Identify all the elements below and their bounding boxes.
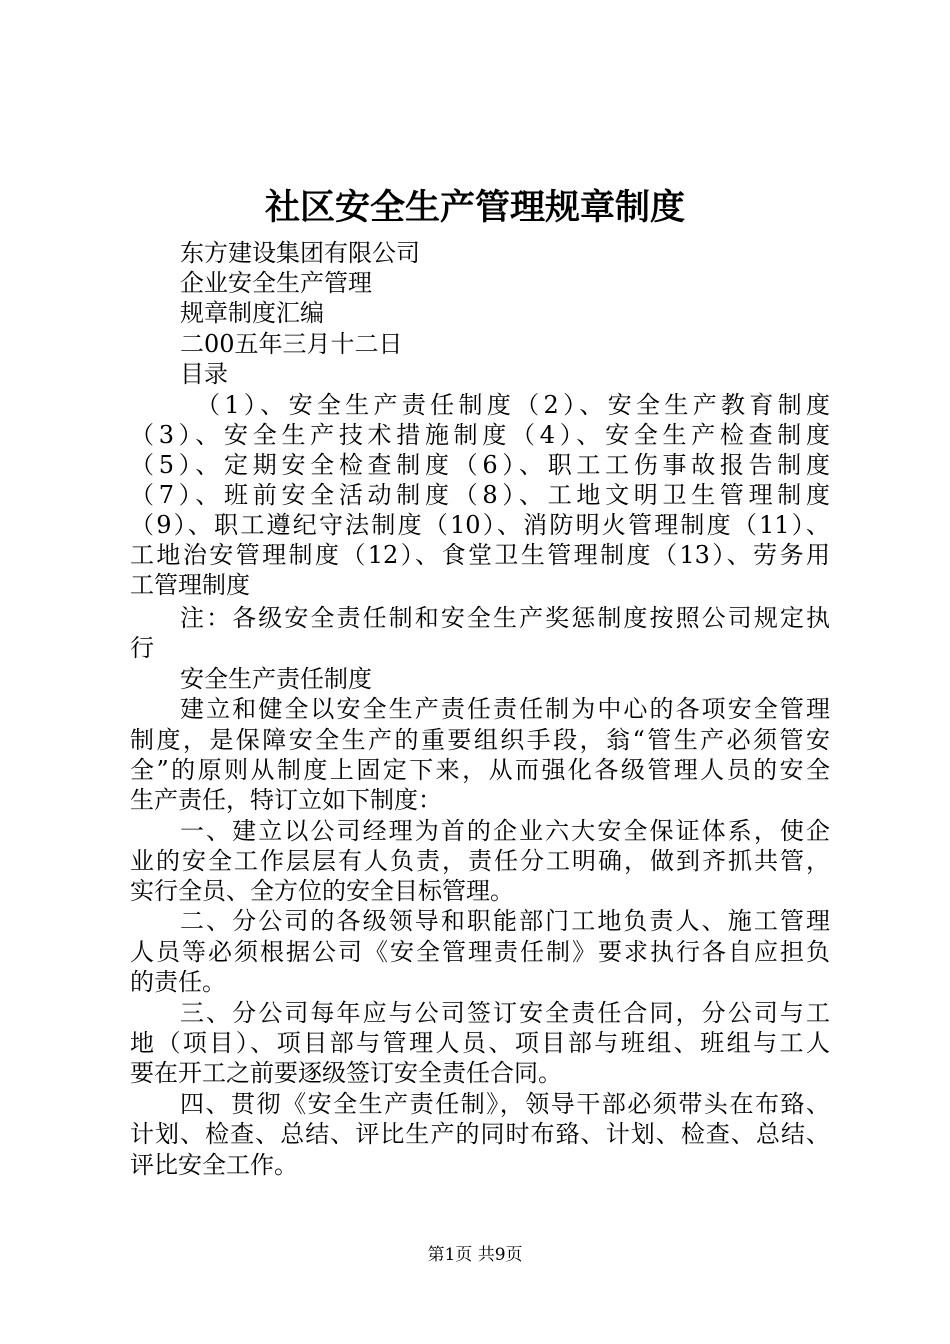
paragraph-line: 评比安全工作。 — [130, 1151, 298, 1179]
paragraph-line: 生产责任，特订立如下制度： — [130, 786, 442, 814]
paragraph-line: 三、分公司每年应与公司签订安全责任合同，分公司与工 — [180, 999, 830, 1027]
toc-line: 工管理制度 — [130, 571, 250, 599]
company-name: 东方建设集团有限公司 — [180, 239, 420, 267]
paragraph-line: 一、建立以公司经理为首的企业六大安全保证体系，使企 — [180, 817, 830, 845]
section-heading: 安全生产责任制度 — [180, 665, 372, 693]
paragraph-line: 制度，是保障安全生产的重要组织手段，翁“管生产必须管安 — [130, 726, 830, 754]
page-footer: 第1页 共9页 — [427, 1245, 523, 1265]
toc-line: （3）、安全生产技术措施制度（4）、安全生产检查制度 — [130, 421, 830, 449]
subtitle-line: 企业安全生产管理 — [180, 269, 372, 297]
paragraph-line: 四、贯彻《安全生产责任制》，领导干部必须带头在布臵、 — [180, 1090, 830, 1118]
note-line: 注：各级安全责任制和安全生产奖惩制度按照公司规定执 — [180, 604, 830, 632]
paragraph-line: 业的安全工作层层有人负责，责任分工明确，做到齐抓共管， — [130, 847, 830, 875]
toc-line: （5）、定期安全检查制度（6）、职工工伤事故报告制度 — [130, 451, 830, 479]
paragraph-line: 建立和健全以安全生产责任责任制为中心的各项安全管理 — [180, 695, 830, 723]
toc-line: （7）、班前安全活动制度（8）、工地文明卫生管理制度 — [130, 481, 830, 509]
paragraph-line: 地（项目）、项目部与管理人员、项目部与班组、班组与工人 — [130, 1029, 830, 1057]
paragraph-line: 人员等必须根据公司《安全管理责任制》要求执行各自应担负 — [130, 938, 830, 966]
toc-line: （9）、职工遵纪守法制度（10）、消防明火管理制度（11）、 — [130, 511, 830, 539]
paragraph-line: 全”的原则从制度上固定下来，从而强化各级管理人员的安全 — [130, 756, 830, 784]
toc-heading: 目录 — [180, 360, 228, 388]
subtitle-line: 规章制度汇编 — [180, 299, 324, 327]
document-title: 社区安全生产管理规章制度 — [264, 188, 685, 228]
toc-line: （1）、安全生产责任制度（2）、安全生产教育制度 — [196, 391, 830, 419]
toc-line: 工地治安管理制度（12）、食堂卫生管理制度（13）、劳务用 — [130, 541, 830, 569]
paragraph-line: 要在开工之前要逐级签订安全责任合同。 — [130, 1059, 562, 1087]
paragraph-line: 计划、检查、总结、评比生产的同时布臵、计划、检查、总结、 — [130, 1120, 830, 1148]
paragraph-line: 的责任。 — [130, 968, 226, 996]
note-line: 行 — [130, 634, 154, 662]
paragraph-line: 实行全员、全方位的安全目标管理。 — [130, 877, 514, 905]
paragraph-line: 二、分公司的各级领导和职能部门工地负责人、施工管理 — [180, 907, 830, 935]
date-line: 二00五年三月十二日 — [180, 330, 403, 358]
